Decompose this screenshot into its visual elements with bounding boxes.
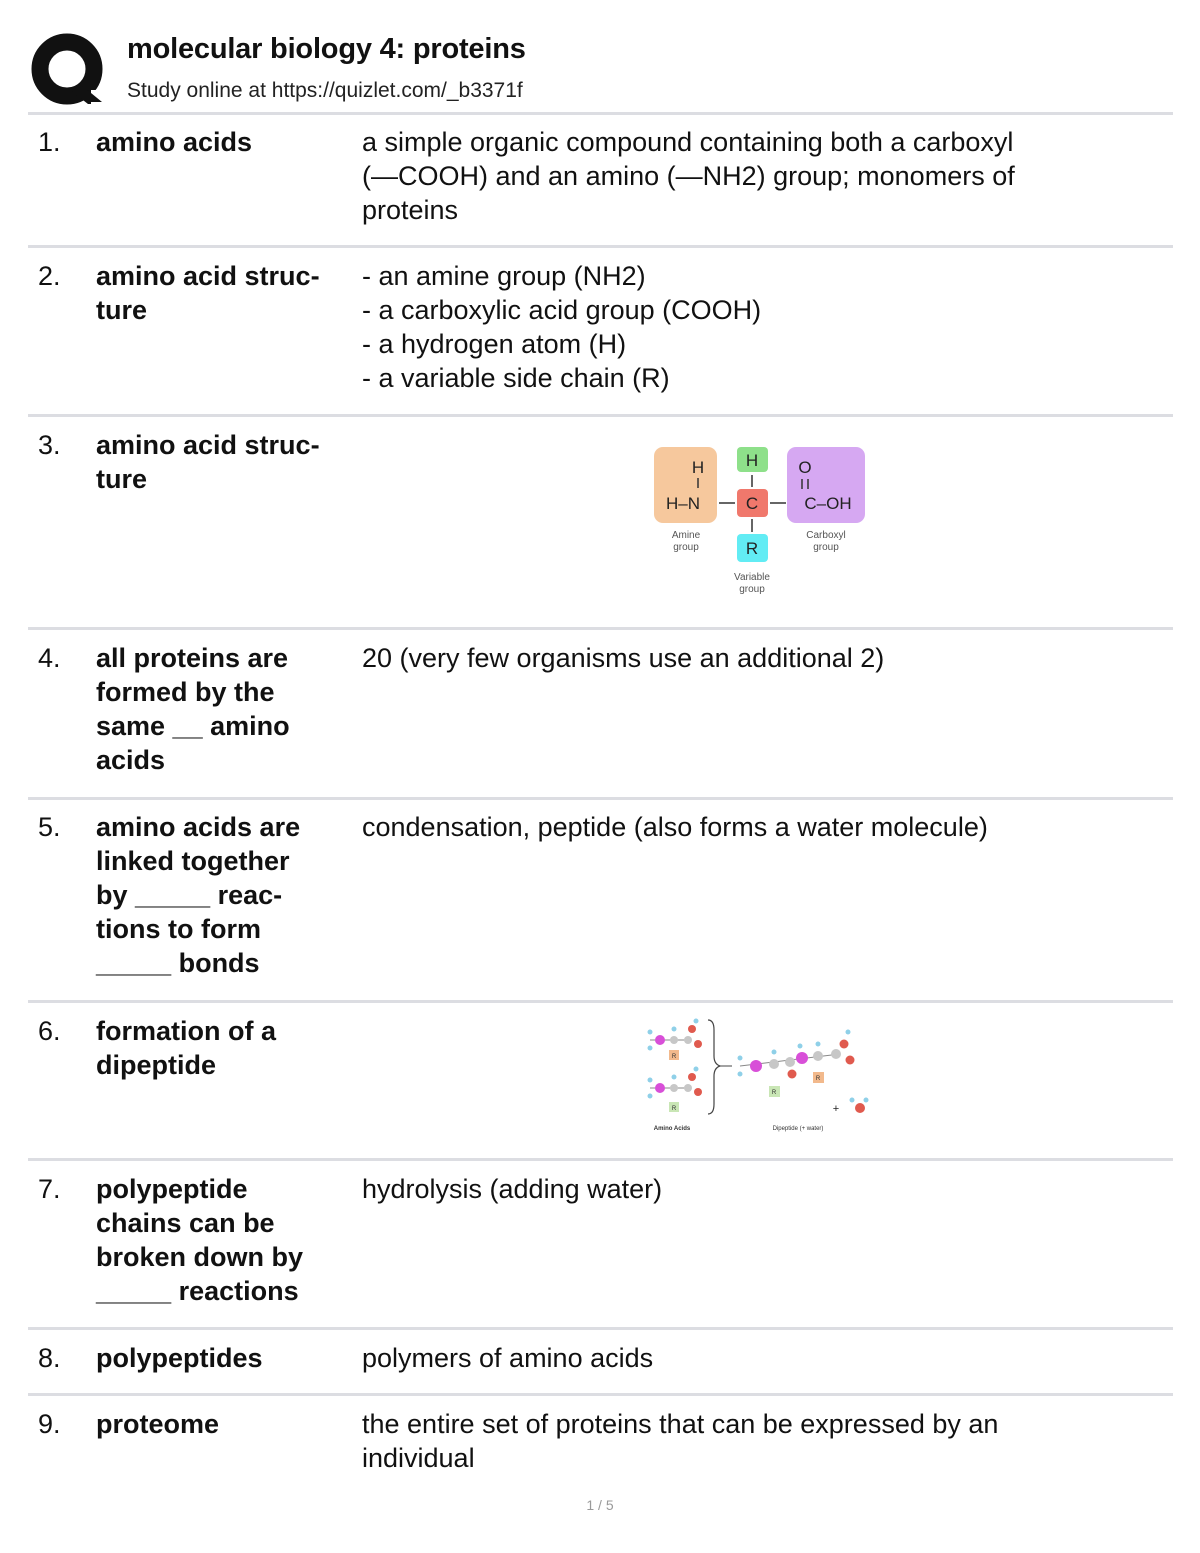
carboxyl-group-caption: Carboxyl <box>806 530 846 541</box>
document-title: molecular biology 4: proteins <box>127 33 526 65</box>
term-line: amino acid struc- <box>96 430 320 460</box>
term-line: acids <box>96 745 166 775</box>
divider <box>28 1393 1173 1396</box>
divider <box>28 1327 1173 1330</box>
term-line: dipeptide <box>96 1050 216 1080</box>
term-line: tions to form <box>96 914 261 944</box>
term-line: same __ amino <box>96 711 290 741</box>
r-label: R <box>745 539 759 558</box>
amino-acid-2 <box>648 1067 703 1113</box>
variable-group-caption: Variable <box>734 572 770 583</box>
divider <box>28 414 1173 417</box>
card-definition <box>362 810 1152 844</box>
definition-line: - a variable side chain (R) <box>362 363 670 393</box>
card-term <box>96 1341 358 1375</box>
definition-line: condensation, peptide (also forms a water molecule) <box>362 812 988 842</box>
card-number: 6. <box>38 1016 61 1046</box>
card-definition <box>362 1407 1152 1475</box>
alpha-c-label: C <box>745 494 759 513</box>
card-term <box>96 641 358 777</box>
r-label: R <box>671 1054 677 1060</box>
term-line: amino acid struc- <box>96 261 320 291</box>
card-number: 1. <box>38 127 61 157</box>
divider <box>28 627 1173 630</box>
card-term <box>96 125 358 159</box>
term-line: ture <box>96 295 148 325</box>
card-definition <box>362 125 1152 227</box>
term-line: _____ reactions <box>96 1276 299 1306</box>
card-definition <box>362 1341 1152 1375</box>
alpha-h-label: H <box>745 451 759 470</box>
r-label: R <box>771 1090 777 1096</box>
card-number: 8. <box>38 1343 61 1373</box>
dipeptide <box>738 1030 855 1098</box>
term-line: ture <box>96 464 148 494</box>
amine-hn-label: H–N <box>665 494 701 513</box>
carboxyl-group-caption: group <box>813 542 839 553</box>
definition-line: - a carboxylic acid group (COOH) <box>362 295 762 325</box>
term-line: broken down by <box>96 1242 304 1272</box>
card-number: 4. <box>38 643 61 673</box>
carboxyl-coh-label: C–OH <box>804 494 852 513</box>
definition-line: hydrolysis (adding water) <box>362 1174 663 1204</box>
divider <box>28 797 1173 800</box>
definition-line: (—COOH) and an amino (—NH2) group; monomers of <box>362 161 1015 191</box>
water-molecule <box>850 1098 869 1114</box>
divider <box>28 1158 1173 1161</box>
dipeptide-formation-diagram <box>640 1016 880 1136</box>
term-line: all proteins are <box>96 643 289 673</box>
term-line: polypeptides <box>96 1343 263 1373</box>
term-line: chains can be <box>96 1208 275 1238</box>
term-line: _____ bonds <box>96 948 260 978</box>
card-term <box>96 1172 358 1308</box>
term-line: amino acids <box>96 127 253 157</box>
card-number: 9. <box>38 1409 61 1439</box>
term-line: by _____ reac- <box>96 880 283 910</box>
brace-icon <box>708 1020 720 1114</box>
dipeptide-caption: Dipeptide (+ water) <box>772 1126 824 1132</box>
amine-group-caption: group <box>673 542 699 553</box>
term-line: polypeptide <box>96 1174 248 1204</box>
card-term <box>96 1014 358 1082</box>
plus-sign: + <box>832 1103 840 1115</box>
definition-line: polymers of amino acids <box>362 1343 654 1373</box>
card-number: 7. <box>38 1174 61 1204</box>
term-line: formed by the <box>96 677 275 707</box>
card-definition <box>362 641 1152 675</box>
carbonyl-o-label: O <box>798 458 812 477</box>
card-term <box>96 1407 358 1441</box>
variable-group-caption: group <box>739 584 765 595</box>
divider <box>28 1000 1173 1003</box>
definition-line: proteins <box>362 195 459 225</box>
definition-line: a simple organic compound containing both a carboxyl <box>362 127 1014 157</box>
study-online-link[interactable]: Study online at https://quizlet.com/_b3371f <box>127 79 523 102</box>
card-definition <box>362 1172 1152 1206</box>
amine-h-label: H <box>691 458 705 477</box>
page-number: 1 / 5 <box>586 1497 614 1513</box>
amine-group-caption: Amine <box>671 530 701 541</box>
term-line: formation of a <box>96 1016 276 1046</box>
definition-line: the entire set of proteins that can be expressed by an <box>362 1409 999 1439</box>
card-number: 2. <box>38 261 61 291</box>
card-term <box>96 810 358 980</box>
definition-line: - a hydrogen atom (H) <box>362 329 627 359</box>
divider <box>28 112 1173 115</box>
term-line: linked together <box>96 846 290 876</box>
amino-acid-1 <box>648 1019 703 1061</box>
card-term <box>96 259 358 327</box>
r-label: R <box>671 1106 677 1112</box>
amino-acid-structure-diagram <box>650 442 870 602</box>
quizlet-logo-icon <box>30 32 108 106</box>
divider <box>28 245 1173 248</box>
card-term <box>96 428 358 496</box>
card-number: 5. <box>38 812 61 842</box>
r-label: R <box>815 1076 821 1082</box>
definition-line: 20 (very few organisms use an additional 2) <box>362 643 885 673</box>
card-definition <box>362 259 1152 395</box>
definition-line: - an amine group (NH2) <box>362 261 646 291</box>
card-number: 3. <box>38 430 61 460</box>
amino-acids-caption: Amino Acids <box>653 1126 691 1132</box>
definition-line: individual <box>362 1443 475 1473</box>
term-line: amino acids are <box>96 812 301 842</box>
term-line: proteome <box>96 1409 220 1439</box>
